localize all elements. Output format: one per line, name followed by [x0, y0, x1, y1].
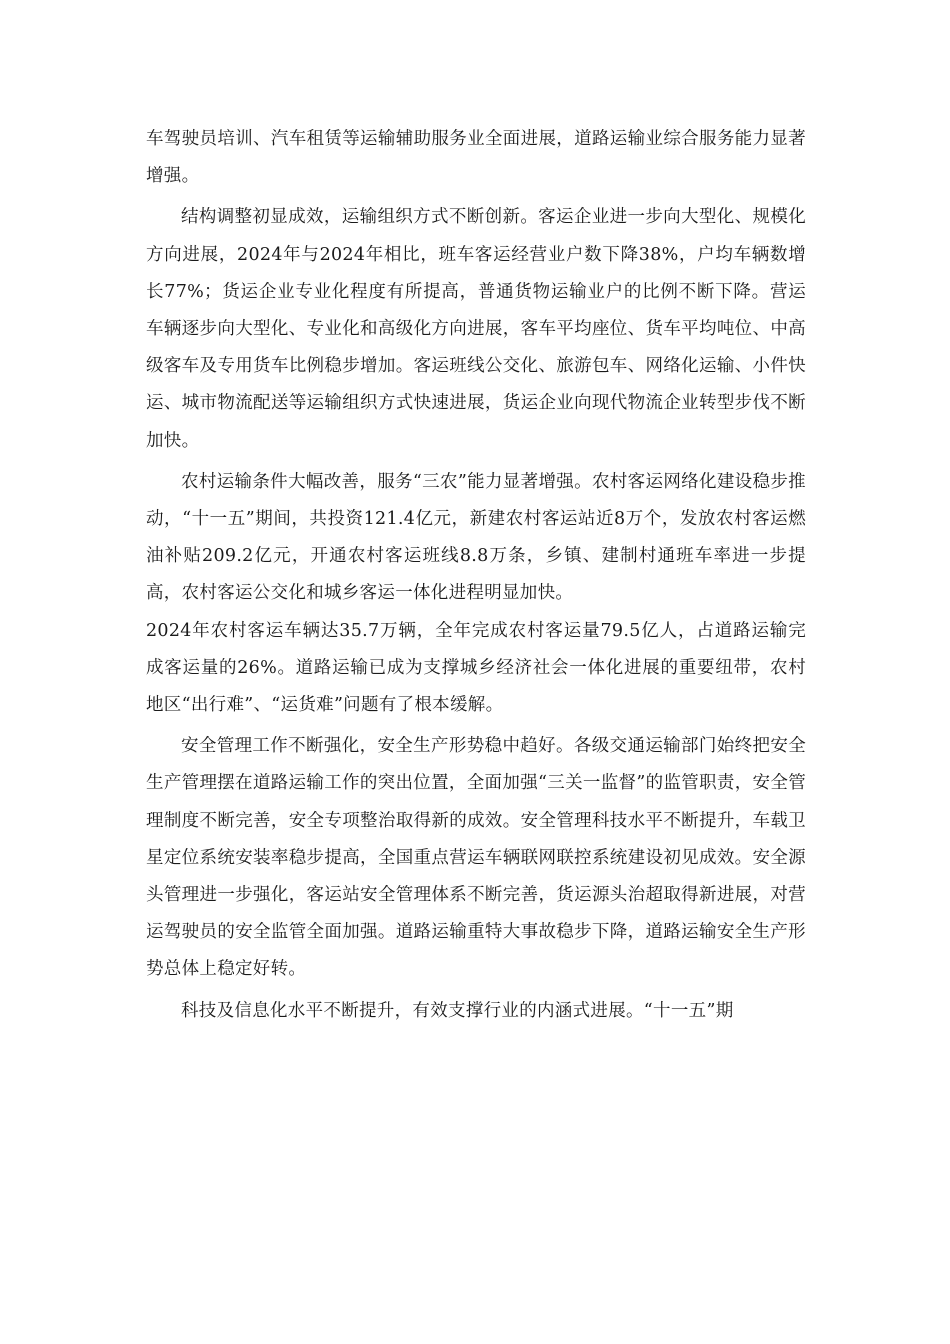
document-body [146, 121, 806, 1030]
paragraph-safety-management: 安全管理工作不断强化，安全生产形势稳中趋好。各级交通运输部门始终把安全生产管理摆在道路运输工作的突出位置，全面加强“三关一监督”的监管职责，安全管理制度不断完善，安全专项整治取得新的成效。安全管理科技水平不断提升，车载卫星定位系统安装率稳步提高，全国重点营运车辆联网联控系统建设初见成效。安全源头管理进一步强化，客运站安全管理体系不断完善，货运源头治超取得新进展，对营运驾驶员的安全监管全面加强。道路运输重特大事故稳步下降，道路运输安全生产形势总体上稳定好转。 [146, 736, 806, 980]
paragraph-structure-adjustment: 结构调整初显成效，运输组织方式不断创新。客运企业进一步向大型化、规模化方向进展，2024年与2024年相比，班车客运经营业户数下降38%，户均车辆数增长77%；货运企业专业化程度有所提高，普通货物运输业户的比例不断下降。营运车辆逐步向大型化、专业化和高级化方向进展，客车平均座位、货车平均吨位、中高级客车及专用货车比例稳步增加。客运班线公交化、旅游包车、网络化运输、小件快运、城市物流配送等运输组织方式快速进展，货运企业向现代物流企业转型步伐不断加快。 [146, 207, 806, 451]
paragraph-rural-stats: 2024年农村客运车辆达35.7万辆，全年完成农村客运量79.5亿人，占道路运输完成客运量的26%。道路运输已成为支撑城乡经济社会一体化进展的重要纽带，农村地区“出行难”、“运货难”问题有了根本缓解。 [146, 620, 806, 716]
paragraph-continuation: 车驾驶员培训、汽车租赁等运输辅助服务业全面进展，道路运输业综合服务能力显著增强。 [146, 129, 806, 187]
paragraph-technology: 科技及信息化水平不断提升，有效支撑行业的内涵式进展。“十一五”期 [181, 1000, 734, 1021]
paragraph-rural-transport: 农村运输条件大幅改善，服务“三农”能力显著增强。农村客运网络化建设稳步推动，“十一五”期间，共投资121.4亿元，新建农村客运站近8万个，发放农村客运燃油补贴209.2亿元，开通农村客运班线8.8万条，乡镇、建制村通班车率进一步提高，农村客运公交化和城乡客运一体化进程明显加快。 [146, 471, 806, 604]
